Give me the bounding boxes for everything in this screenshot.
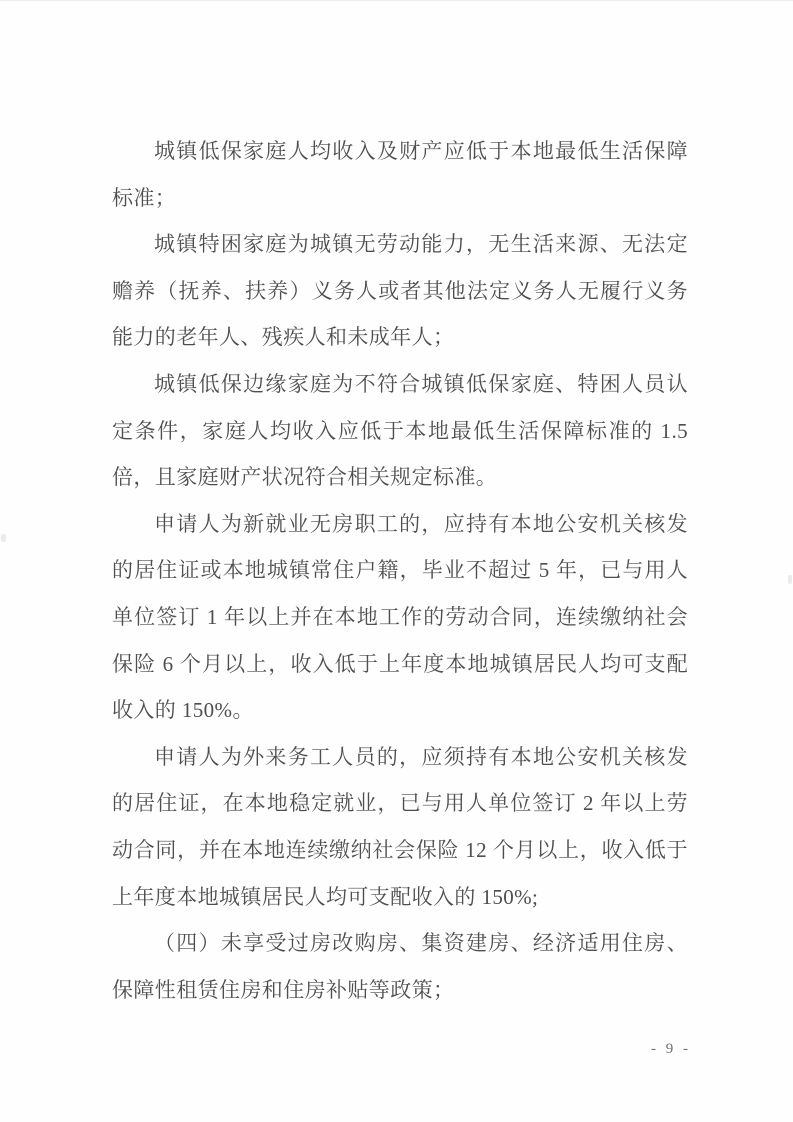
page-number: - 9 - <box>651 1041 691 1057</box>
paragraph-item-four-housing-policy: （四）未享受过房改购房、集资建房、经济适用住房、保障性租赁住房和住房补贴等政策； <box>112 931 688 1002</box>
paragraph-new-employment-applicant: 申请人为新就业无房职工的，应持有本地公安机关核发的居住证或本地城镇常住户籍，毕业不超过 5 年，已与用人单位签订 1 年以上并在本地工作的劳动合同，连续缴纳社会保险 6 个月以上，收入低于上年度本地城镇居民人均可支配收入的 150%。 <box>112 511 688 723</box>
paragraph-urban-extreme-poverty-family: 城镇特困家庭为城镇无劳动能力，无生活来源、无法定赡养（抚养、扶养）义务人或者其他法定义务人无履行义务能力的老年人、残疾人和未成年人； <box>112 232 688 350</box>
paragraph-urban-lowincome-standard: 城镇低保家庭人均收入及财产应低于本地最低生活保障标准； <box>112 139 688 210</box>
paragraph-lowincome-edge-family: 城镇低保边缘家庭为不符合城镇低保家庭、特困人员认定条件，家庭人均收入应低于本地最低生活保障标准的 1.5 倍，且家庭财产状况符合相关规定标准。 <box>112 371 688 490</box>
scan-artifact-left <box>1 534 6 542</box>
document-body <box>112 128 688 1013</box>
paragraph-migrant-worker-applicant: 申请人为外来务工人员的，应须持有本地公安机关核发的居住证，在本地稳定就业，已与用人单位签订 2 年以上劳动合同，并在本地连续缴纳社会保险 12 个月以上，收入低于上年度本地城镇居民人均可支配收入的 150%; <box>112 744 688 909</box>
scan-artifact-right <box>788 575 792 584</box>
